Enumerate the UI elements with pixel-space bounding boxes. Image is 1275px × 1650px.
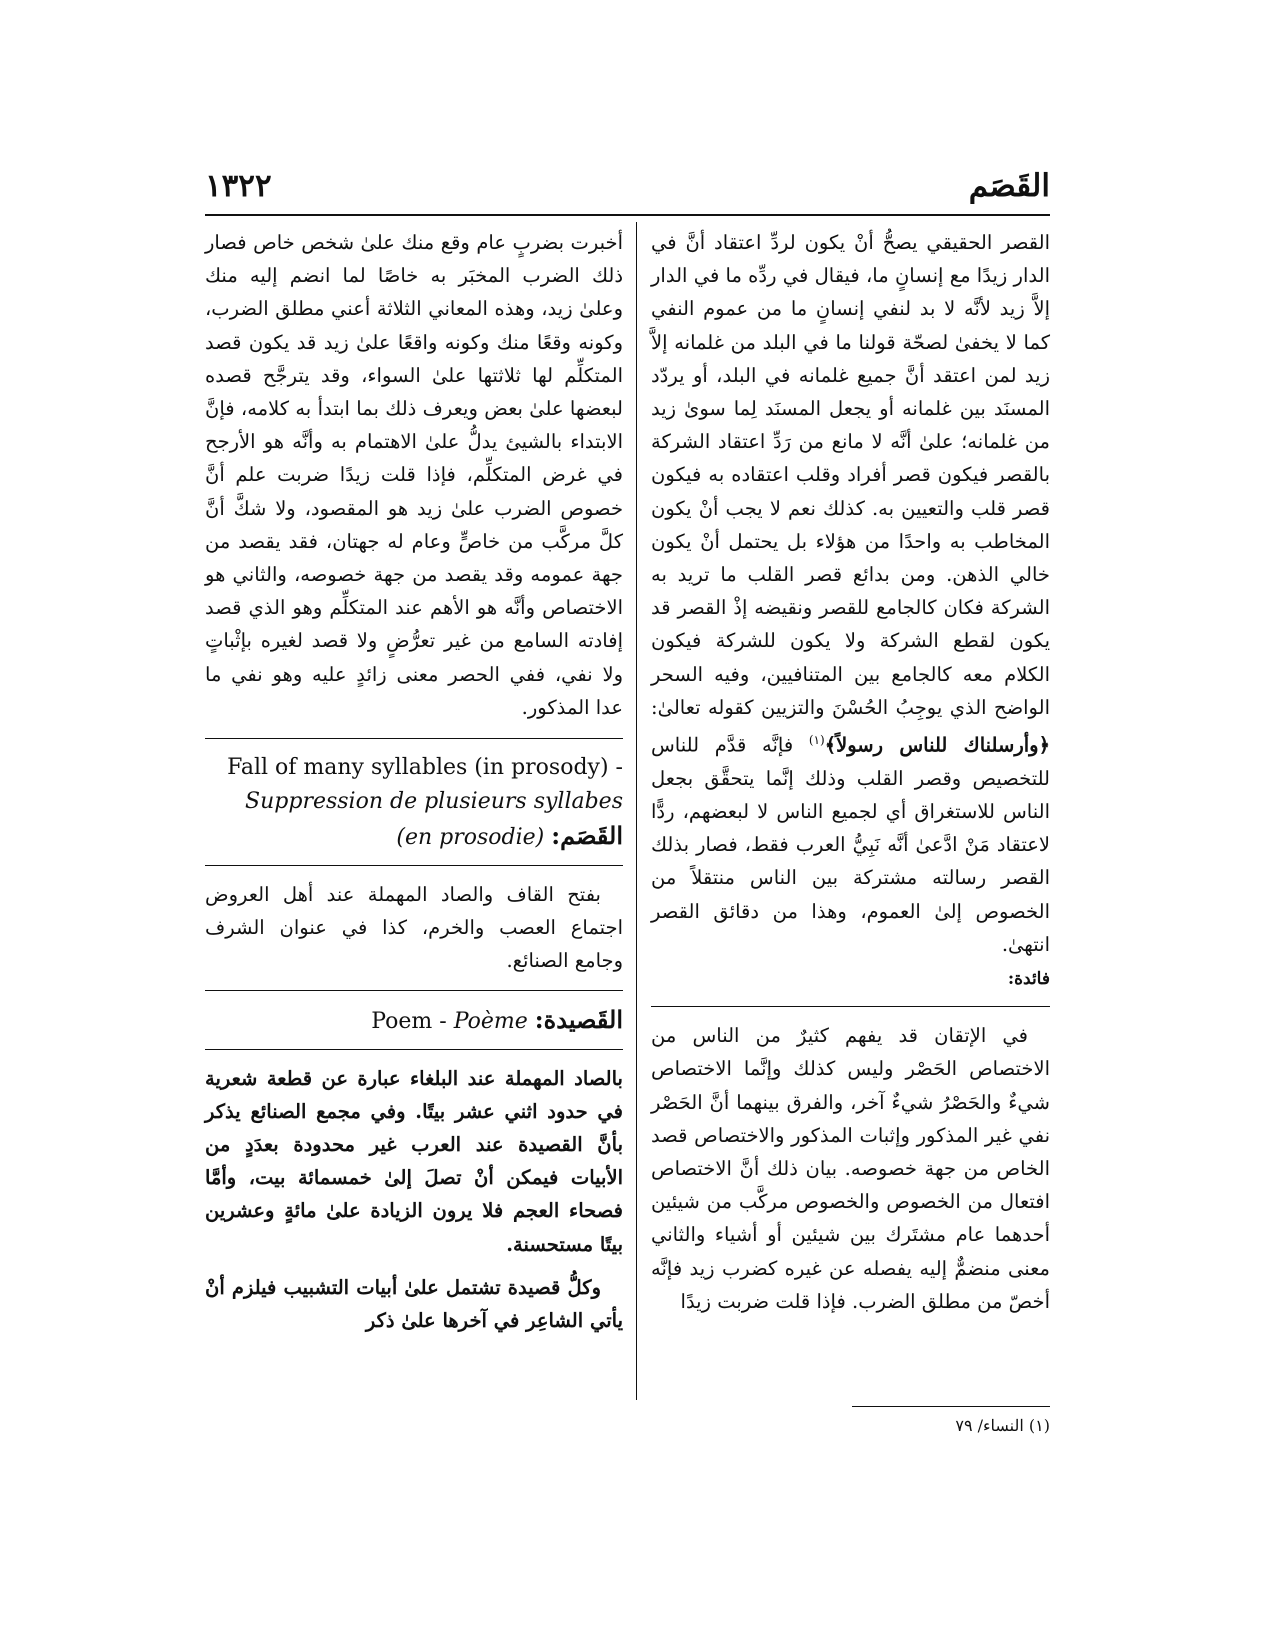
entry-rule-4 xyxy=(205,1049,623,1050)
quran-verse: ﴿وأرسلناك للناس رسولاً﴾ xyxy=(824,733,1050,757)
faida-heading: فائدة: xyxy=(1007,968,1050,989)
entry-english-qasida: Poem xyxy=(371,1008,433,1034)
page-header xyxy=(205,168,1050,218)
page-number: ١٣٢٢ xyxy=(205,168,272,204)
footnote-rule xyxy=(852,1406,1050,1407)
entry-heading-qasida xyxy=(205,1003,623,1039)
term-separator-1: : xyxy=(551,821,561,851)
footnote: (١) النساء/ ٧٩ xyxy=(955,1416,1050,1435)
header-rule xyxy=(205,214,1050,216)
entry-dash-2: - xyxy=(432,1008,454,1034)
column-divider xyxy=(636,222,637,1400)
section-rule xyxy=(651,1006,1050,1007)
entry-english-qasam: Fall of many syllables (in prosody) xyxy=(227,755,609,781)
right-paragraph-1-text: القصر الحقيقي يصحُّ أنْ يكون لردِّ اعتقاد أنَّ في الدار زيدًا مع إنسانٍ ما، فيقال في ردِّه ما في الدار إلاَّ زيد لأنَّه لا بد لنفي إنسانٍ ما من عموم النفي كما لا يخفىٰ لصحّة قولنا ما في البلد من غلمانه إلاَّ زيد لمن اعتقد أنَّ جميع غلمانه في البلد، أو يردّد المسنَد بين غلمانه أو يجعل المسنَد لِما سوىٰ زيد من غلمانه؛ علىٰ أنَّه لا مانع من رَدِّ اعتقاد الشركة بالقصر فيكون قصر أفراد وقلب اعتقاده به فيكون قصر قلب والتعيين به. كذلك نعم لا يجب أنْ يكون المخاطب به واحدًا من هؤلاء بل يحتمل أنْ يكون خالي الذهن. ومن بدائع قصر القلب ما تريد به الشركة فكان كالجامع للقصر ونقيضه إذْ القصر قد يكون لقطع الشركة ولا يكون للشركة فيكون الكلام معه كالجامع بين المتنافيين، وفيه السحر الواضح الذي يوجِبُ الحُسْنَ والتزيين كقوله تعالىٰ: xyxy=(651,231,1050,719)
term-qasida: القَصيدة xyxy=(543,1004,623,1034)
entry-term-qasam xyxy=(551,821,623,850)
entry-dash-1: - xyxy=(608,755,623,781)
term-separator-2: : xyxy=(534,1004,544,1034)
entry-heading-qasam xyxy=(205,751,623,855)
entry-rule-2 xyxy=(205,865,623,866)
running-title: القَصَم xyxy=(968,168,1050,204)
entry-rule-3 xyxy=(205,990,623,991)
right-paragraph-2: في الإتقان قد يفهم كثيرٌ من الناس من الاختصاص الحَصْر وليس كذلك وإنَّما الاختصاص شيءٌ والحَصْرُ شيءٌ آخر، والفرق بينهما أنَّ الحَصْر نفي غير المذكور وإثبات المذكور والاختصاص قصد الخاص من جهة خصوصه. بيان ذلك أنَّ الاختصاص افتعال من الخصوص والخصوص مركَّب من شيئين أحدهما عام مشتَرك بين شيئين أو أشياء والثاني معنى منضمٌّ إليه يفصله عن غيره كضرب زيد فإنَّه أخصّ من مطلق الضرب. فإذا قلت ضربت زيدًا xyxy=(651,1024,1050,1313)
term-qasam: القَصَم xyxy=(560,821,623,851)
left-paragraph-1: أخبرت بضربٍ عام وقع منك علىٰ شخص خاص فصار ذلك الضرب المخبَر به خاصًا لما انضم إليه منك وعلىٰ زيد، وهذه المعاني الثلاثة أعني مطلق الضرب، وكونه وقعًا منك وكونه واقعًا علىٰ زيد قد يكون قصد المتكلِّم لها ثلاثتها علىٰ السواء، وقد يترجَّح قصده لبعضها علىٰ بعض ويعرف ذلك بما ابتدأ به كلامه، فإنَّ الابتداء بالشيئ يدلُّ علىٰ الاهتمام به وأنَّه هو الأرجح في غرض المتكلِّم، فإذا قلت زيدًا ضربت علم أنَّ خصوص الضرب علىٰ زيد هو المقصود، ولا شكَّ أنَّ كلَّ مركَّب من خاصٍّ وعام له جهتان، فقد يقصد من جهة عمومه وقد يقصد من جهة خصوصه، والثاني هو الاختصاص وأنَّه هو الأهم عند المتكلِّم وهو الذي قصد إفادته السامع من غير تعرُّضٍ ولا قصد لغيره بإثْباتٍ ولا نفي، ففي الحصر معنى زائدٍ عليه وهو نفي ما عدا المذكور. xyxy=(205,231,623,719)
entry-term-qasida xyxy=(535,1005,623,1034)
entry-french-qasam: Suppression de plusieurs syllabes (en prosodie) xyxy=(245,789,623,851)
entry-body-qasida-1: بالصاد المهملة عند البلغاء عبارة عن قطعة شعرية في حدود اثني عشر بيتًا. وفي مجمع الصنائع يذكر بأنَّ القصيدة عند العرب غير محدودة بعدَدٍ من الأبيات فيمكن أنْ تصلَ إلىٰ خمسمائة بيت، وأمَّا فصحاء العجم فلا يرون الزيادة علىٰ مائةٍ وعشرين بيتًا مستحسنة. xyxy=(205,1066,623,1256)
entry-rule-1 xyxy=(205,738,623,739)
left-column xyxy=(205,226,623,1337)
entry-body-qasam: بفتح القاف والصاد المهملة عند أهل العروض اجتماع العصب والخرم، كذا في عنوان الشرف وجامع الصنائع. xyxy=(205,883,623,973)
right-paragraph-1 xyxy=(651,226,1050,961)
right-paragraph-1-continued: فإنَّه قدَّم للناس للتخصيص وقصر القلب وذلك إنَّما يتحقَّق بجعل الناس للاستغراق أي لجميع الناس لا لبعضهم، ردًّا لاعتقاد مَنْ ادَّعىٰ أنَّه نَبِيُّ العرب فقط، فصار بذلك القصر رسالته مشتركة بين الناس منتقلاً من الخصوص إلىٰ العموم، وهذا من دقائق القصر انتهىٰ. xyxy=(651,733,1050,956)
entry-french-qasida: Poème xyxy=(453,1008,528,1034)
footnote-ref: (١) xyxy=(808,733,825,748)
entry-body-qasida-2: وكلُّ قصيدة تشتمل علىٰ أبيات التشبيب فيلزم أنْ يأتي الشاعِر في آخرها علىٰ ذكر xyxy=(205,1275,623,1333)
right-column xyxy=(651,226,1050,1318)
